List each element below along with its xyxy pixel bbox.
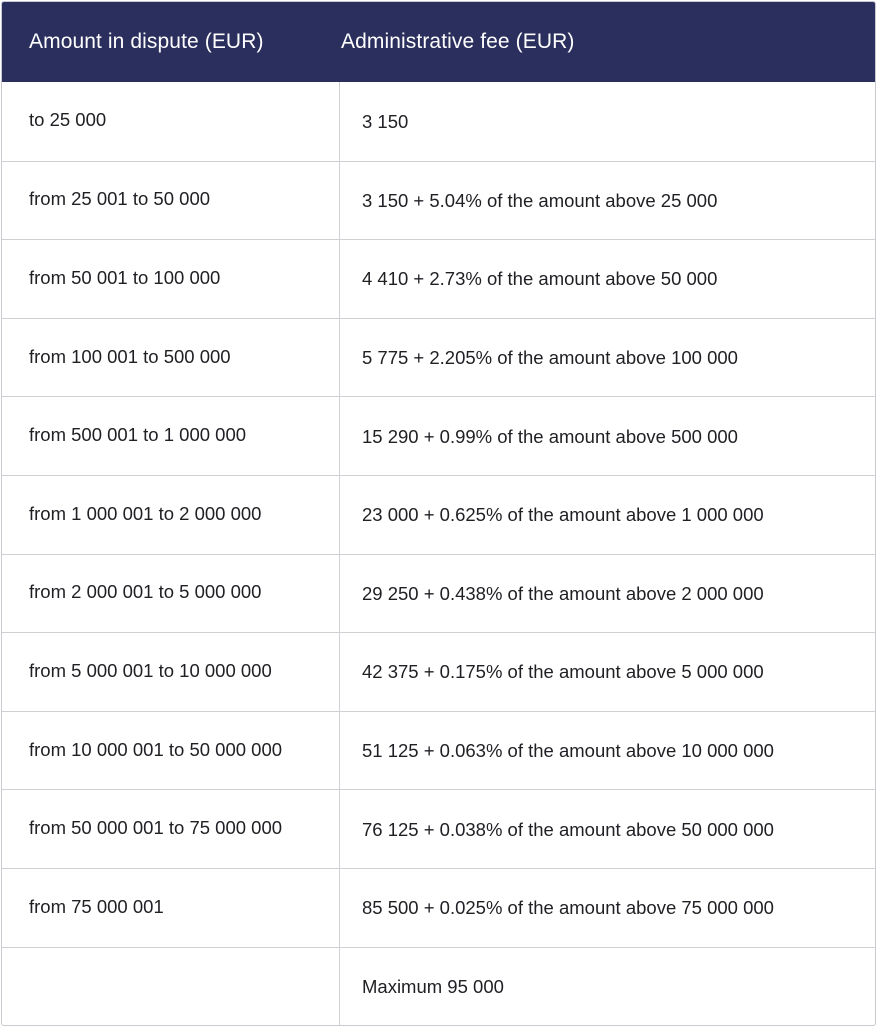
table-row	[2, 554, 875, 633]
amount-cell: from 1 000 001 to 2 000 000	[2, 476, 340, 554]
fee-cell: 85 500 + 0.025% of the amount above 75 000 000	[362, 897, 774, 919]
fee-table	[1, 1, 876, 1026]
amount-cell: from 5 000 001 to 10 000 000	[2, 633, 340, 711]
amount-cell: from 100 001 to 500 000	[2, 319, 340, 397]
fee-cell: 42 375 + 0.175% of the amount above 5 000 000	[362, 661, 764, 683]
amount-cell: to 25 000	[2, 82, 340, 161]
fee-cell: 5 775 + 2.205% of the amount above 100 000	[362, 347, 738, 369]
amount-cell: from 500 001 to 1 000 000	[2, 397, 340, 475]
amount-cell	[2, 948, 340, 1026]
table-row	[2, 632, 875, 711]
table-row	[2, 475, 875, 554]
table-row	[2, 396, 875, 475]
fee-cell: 51 125 + 0.063% of the amount above 10 000 000	[362, 740, 774, 762]
table-row	[2, 239, 875, 318]
fee-cell: 23 000 + 0.625% of the amount above 1 000 000	[362, 504, 764, 526]
amount-cell: from 2 000 001 to 5 000 000	[2, 555, 340, 633]
fee-cell: 15 290 + 0.99% of the amount above 500 000	[362, 425, 738, 447]
fee-cell: 3 150	[362, 110, 409, 132]
table-body	[2, 82, 875, 1025]
table-row	[2, 947, 875, 1026]
fee-cell: 4 410 + 2.73% of the amount above 50 000	[362, 268, 718, 290]
table-row	[2, 161, 875, 240]
column-header-amount: Amount in dispute (EUR)	[29, 30, 264, 53]
fee-cell: Maximum 95 000	[362, 975, 504, 997]
table-row	[2, 318, 875, 397]
amount-cell: from 25 001 to 50 000	[2, 162, 340, 240]
fee-cell: 3 150 + 5.04% of the amount above 25 000	[362, 189, 718, 211]
table-row	[2, 868, 875, 947]
table-row	[2, 711, 875, 790]
table-row	[2, 82, 875, 161]
column-header-fee: Administrative fee (EUR)	[341, 30, 575, 53]
table-header-row	[2, 2, 875, 82]
amount-cell: from 50 001 to 100 000	[2, 240, 340, 318]
fee-cell: 76 125 + 0.038% of the amount above 50 000 000	[362, 818, 774, 840]
fee-cell: 29 250 + 0.438% of the amount above 2 000 000	[362, 582, 764, 604]
table-row	[2, 789, 875, 868]
amount-cell: from 10 000 001 to 50 000 000	[2, 712, 340, 790]
amount-cell: from 75 000 001	[2, 869, 340, 947]
amount-cell: from 50 000 001 to 75 000 000	[2, 790, 340, 868]
